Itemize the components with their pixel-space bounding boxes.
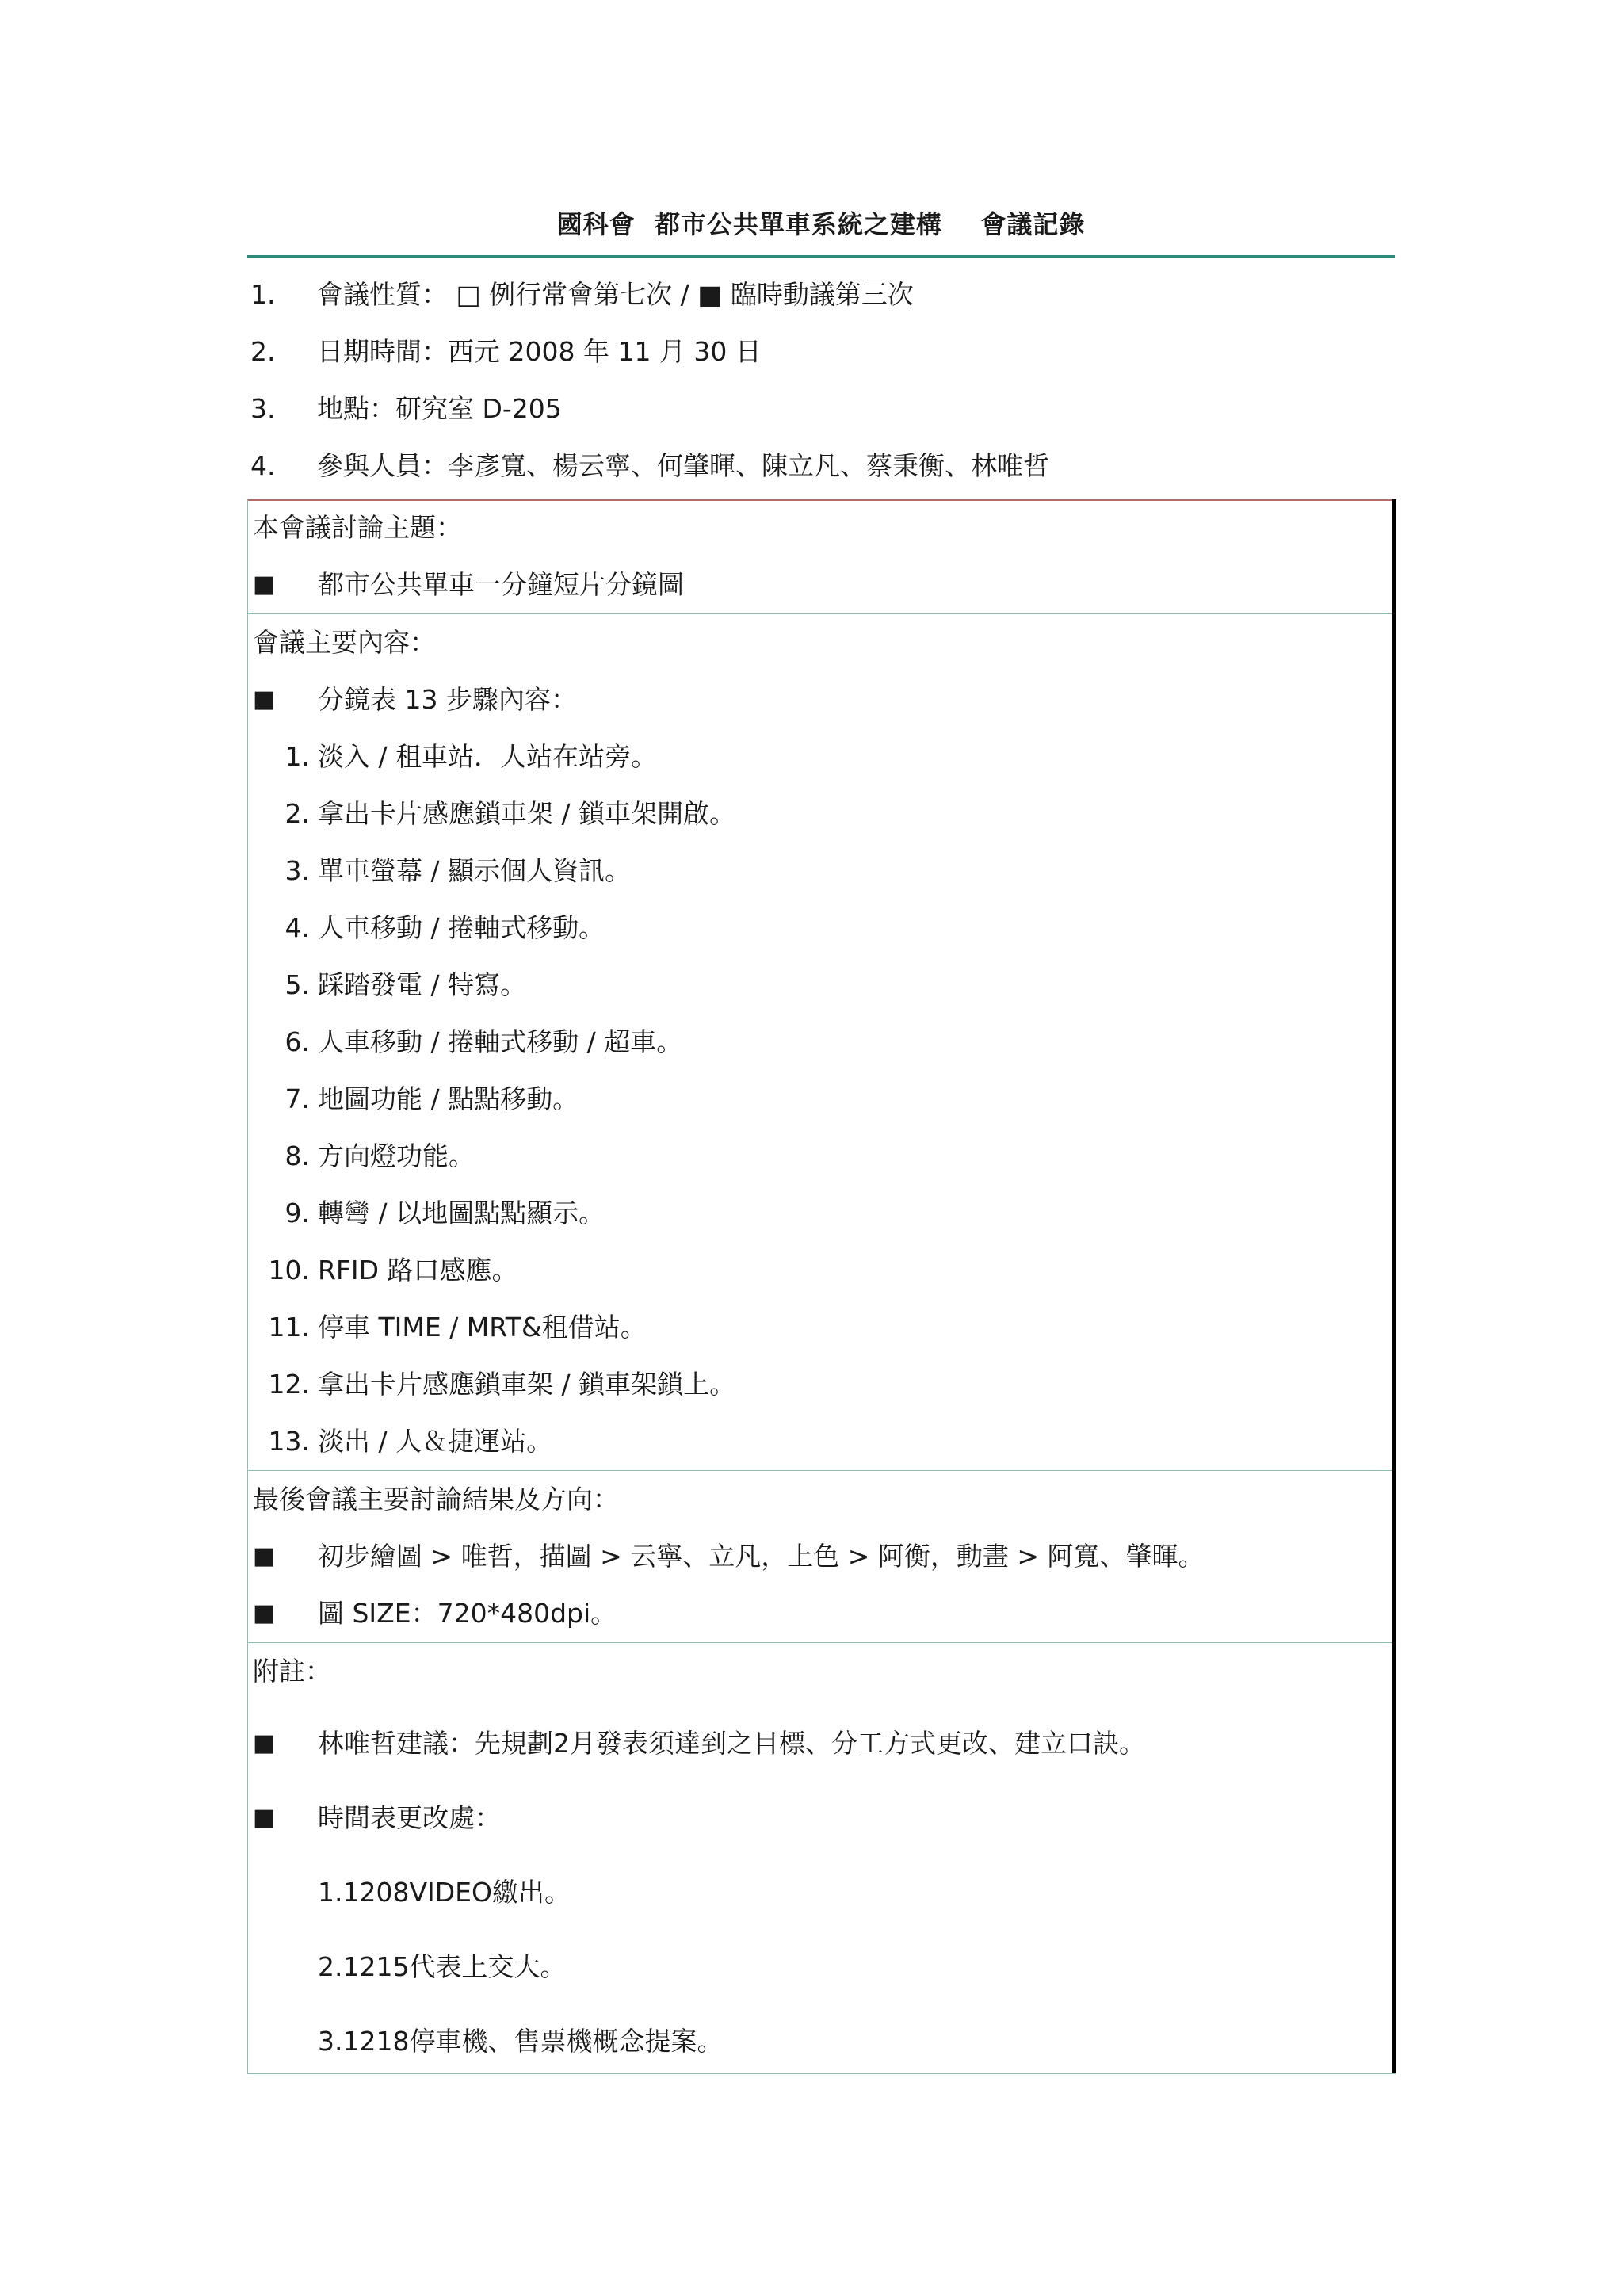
- step-number: 12.: [268, 1369, 310, 1400]
- meeting-info-list: [247, 266, 1395, 495]
- bullet-square-icon: ■: [253, 571, 276, 598]
- minutes-table: [247, 499, 1396, 2074]
- step-number: 13.: [268, 1426, 310, 1457]
- step-number: 11.: [268, 1312, 310, 1343]
- section-heading: [248, 1643, 1392, 1700]
- bullet-square-icon: ■: [253, 1804, 276, 1832]
- step-item: [248, 1071, 1392, 1128]
- list-item: [248, 671, 1392, 728]
- list-item: [248, 556, 1392, 613]
- section-topic: [248, 499, 1392, 613]
- list-item: [248, 1706, 1392, 1781]
- note-item: [248, 2004, 1392, 2079]
- info-text: 會議性質： □ 例行常會第七次 / ■ 臨時動議第三次: [317, 279, 914, 310]
- step-item: [248, 1299, 1392, 1356]
- bullet-square-icon: ■: [253, 1599, 276, 1627]
- step-item: [248, 957, 1392, 1014]
- info-text: 參與人員：李彥寬、楊云寧、何肇暉、陳立凡、蔡秉衡、林唯哲: [317, 450, 1049, 481]
- notes-heading: 附註：: [253, 1656, 331, 1687]
- bullet-text: 時間表更改處：: [318, 1802, 501, 1833]
- bullet-text: 圖 SIZE：720*480dpi。: [318, 1598, 617, 1629]
- note-item: [248, 1930, 1392, 2004]
- note-item: [248, 1855, 1392, 1930]
- title-underline: [247, 255, 1395, 258]
- step-item: [248, 785, 1392, 842]
- step-text: 淡出 / 人＆捷運站。: [318, 1426, 553, 1457]
- step-number: 4.: [285, 912, 310, 943]
- section-heading: [248, 1471, 1392, 1528]
- step-item: [248, 1242, 1392, 1299]
- list-item: [248, 1781, 1392, 1855]
- info-number: 3.: [250, 393, 276, 424]
- bullet-text: 林唯哲建議：先規劃2月發表須達到之目標、分工方式更改、建立口訣。: [318, 1728, 1145, 1759]
- info-number: 4.: [250, 450, 276, 481]
- results-heading: 最後會議主要討論結果及方向：: [253, 1484, 619, 1515]
- step-number: 3.: [285, 855, 310, 886]
- info-item-nature: [247, 266, 1395, 323]
- note-text: 2.1215代表上交大。: [318, 1951, 567, 1982]
- step-item: [248, 1014, 1392, 1071]
- step-number: 5.: [285, 969, 310, 1000]
- step-text: 拿出卡片感應鎖車架 / 鎖車架開啟。: [318, 798, 736, 829]
- list-item: [248, 1528, 1392, 1585]
- step-number: 9.: [285, 1198, 310, 1228]
- step-text: 拿出卡片感應鎖車架 / 鎖車架鎖上。: [318, 1369, 736, 1400]
- step-number: 1.: [285, 741, 310, 772]
- step-text: 轉彎 / 以地圖點點顯示。: [318, 1198, 605, 1228]
- step-item: [248, 1356, 1392, 1413]
- section-heading: [248, 614, 1392, 671]
- step-item: [248, 1128, 1392, 1185]
- bullet-square-icon: ■: [253, 1542, 276, 1570]
- info-item-attendees: [247, 437, 1395, 495]
- table-right-border: [1392, 499, 1396, 2073]
- step-text: 踩踏發電 / 特寫。: [318, 969, 527, 1000]
- step-item: [248, 728, 1392, 785]
- step-number: 10.: [268, 1255, 310, 1286]
- note-text: 1.1208VIDEO繳出。: [318, 1877, 571, 1908]
- step-text: RFID 路口感應。: [318, 1255, 518, 1286]
- step-number: 8.: [285, 1140, 310, 1171]
- step-number: 2.: [285, 798, 310, 829]
- content-heading: 會議主要內容：: [253, 627, 436, 658]
- step-text: 停車 TIME / MRT&租借站。: [318, 1312, 647, 1343]
- bullet-text: 初步繪圖 > 唯哲，描圖 > 云寧、立凡，上色 > 阿衡，動畫 > 阿寬、肇暉。: [318, 1541, 1205, 1572]
- info-number: 2.: [250, 336, 276, 367]
- step-text: 人車移動 / 捲軸式移動。: [318, 912, 605, 943]
- bullet-text: 都市公共單車一分鐘短片分鏡圖: [318, 569, 684, 600]
- section-notes: [248, 1643, 1392, 2079]
- info-number: 1.: [250, 279, 276, 310]
- step-text: 地圖功能 / 點點移動。: [318, 1083, 579, 1114]
- step-number: 6.: [285, 1026, 310, 1057]
- step-text: 人車移動 / 捲軸式移動 / 超車。: [318, 1026, 683, 1057]
- document-title: 國科會 都市公共單車系統之建構 會議記錄: [556, 209, 1086, 239]
- info-text: 日期時間：西元 2008 年 11 月 30 日: [317, 336, 762, 367]
- section-content: [248, 614, 1392, 1470]
- section-heading: [248, 499, 1392, 556]
- info-item-location: [247, 380, 1395, 437]
- list-item: [248, 1585, 1392, 1642]
- topic-heading: 本會議討論主題：: [253, 512, 462, 543]
- step-text: 淡入 / 租車站．人站在站旁。: [318, 741, 658, 772]
- bullet-square-icon: ■: [253, 1729, 276, 1757]
- step-text: 方向燈功能。: [318, 1140, 475, 1171]
- step-item: [248, 1185, 1392, 1242]
- bullet-square-icon: ■: [253, 686, 276, 713]
- bullet-text: 分鏡表 13 步驟內容：: [318, 684, 577, 715]
- step-text: 單車螢幕 / 顯示個人資訊。: [318, 855, 632, 886]
- note-text: 3.1218停車機、售票機概念提案。: [318, 2026, 724, 2057]
- step-item: [248, 1413, 1392, 1470]
- section-results: [248, 1471, 1392, 1642]
- info-text: 地點：研究室 D-205: [317, 393, 562, 424]
- step-item: [248, 842, 1392, 900]
- step-item: [248, 900, 1392, 957]
- step-number: 7.: [285, 1083, 310, 1114]
- info-item-date: [247, 323, 1395, 380]
